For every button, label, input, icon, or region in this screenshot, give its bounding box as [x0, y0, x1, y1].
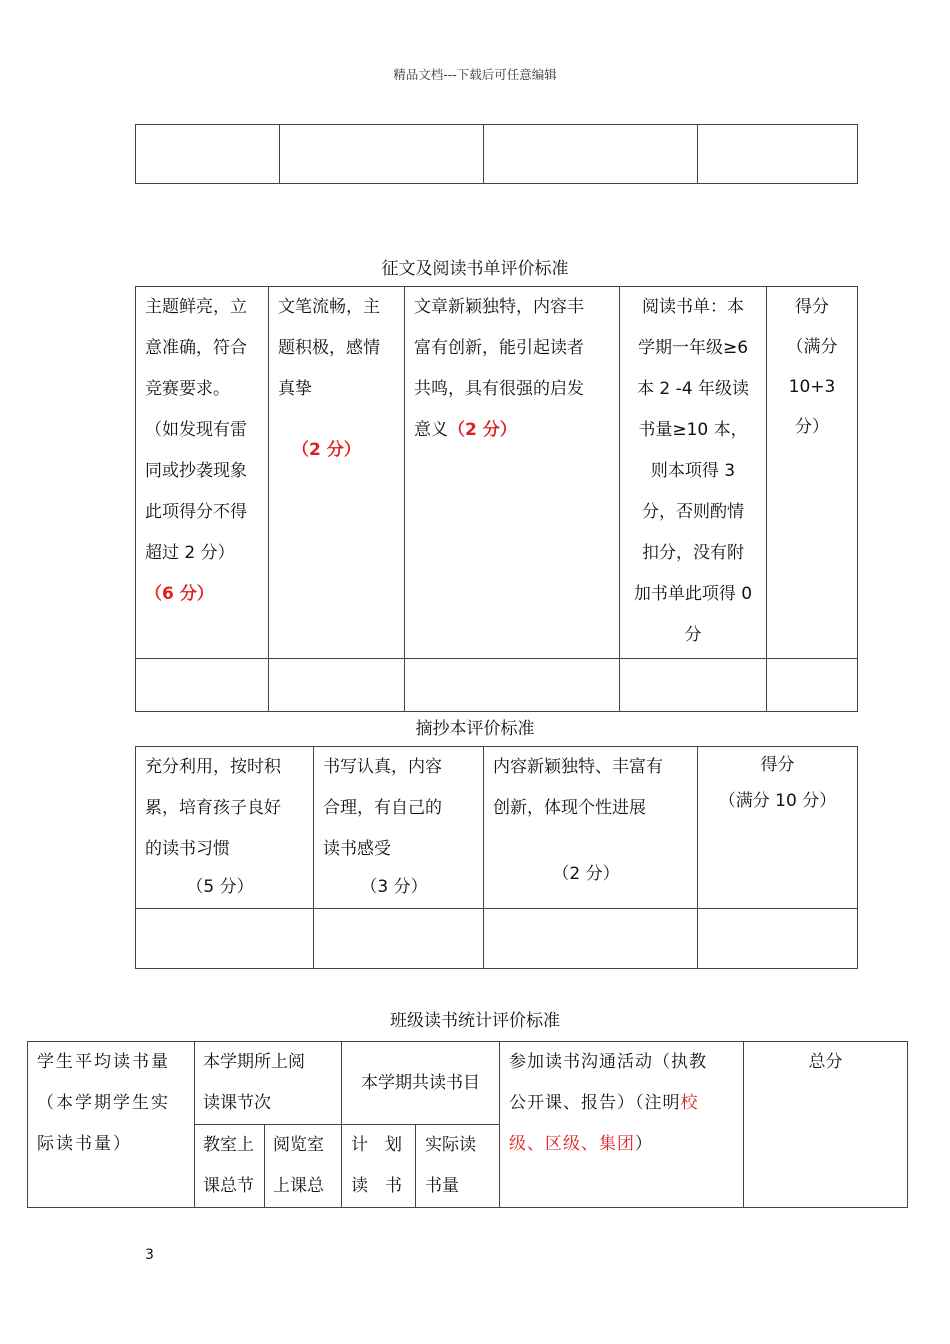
essay-score-header: 得分 （满分 10+3 分）	[767, 287, 858, 659]
actual-reading-header: 实际读 书量	[416, 1125, 500, 1208]
essay-criteria-table	[135, 286, 858, 712]
activity-header: 参加读书沟通活动（执教 公开课、报告）（注明校 级、区级、集团）	[500, 1042, 744, 1208]
copybook-criteria-table	[135, 746, 858, 969]
empty-cell	[405, 659, 620, 712]
copy-criterion-habit: 充分利用，按时积 累，培育孩子良好 的读书习惯 （5 分）	[136, 747, 314, 909]
score-label: （2 分）	[552, 864, 620, 884]
planned-reading-header: 计 划 读 书	[342, 1125, 416, 1208]
reading-lessons-header: 本学期所上阅 读课节次	[195, 1042, 342, 1125]
reading-room-lessons-header: 阅览室 上课总	[265, 1125, 342, 1208]
essay-criterion-theme: 主题鲜亮，立 意准确，符合 竞赛要求。 （如发现有雷 同或抄袭现象 此项得分不得 超过 2 分） （6 分）	[136, 287, 269, 659]
class-statistics-table	[27, 1041, 908, 1208]
score-label: （6 分）	[145, 584, 214, 604]
total-score-header: 总分	[744, 1042, 908, 1208]
page-number: 3	[145, 1247, 154, 1263]
score-label: （2 分）	[292, 440, 361, 460]
score-label: （2 分）	[448, 420, 517, 440]
copy-criterion-originality: 内容新颖独特、丰富有 创新，体现个性进展 （2 分）	[484, 747, 698, 909]
score-label: （3 分）	[360, 877, 428, 897]
essay-criterion-originality: 文章新颖独特，内容丰 富有创新，能引起读者 共鸣，具有很强的启发 意义（2 分）	[405, 287, 620, 659]
empty-cell	[767, 659, 858, 712]
class-title: 班级读书统计评价标准	[390, 1011, 560, 1031]
empty-cell	[269, 659, 405, 712]
copy-criterion-writing: 书写认真，内容 合理，有自己的 读书感受 （3 分）	[314, 747, 484, 909]
essay-title: 征文及阅读书单评价标准	[381, 259, 569, 279]
semester-books-header: 本学期共读书目	[342, 1042, 500, 1125]
page-header: 精品文档---下载后可任意编辑	[393, 67, 557, 82]
essay-criterion-writing: 文笔流畅，主 题积极，感情 真挚 （2 分）	[269, 287, 405, 659]
score-label: （5 分）	[186, 877, 254, 897]
empty-cell	[314, 909, 484, 969]
empty-cell	[280, 125, 484, 184]
empty-cell	[698, 125, 858, 184]
empty-cell	[484, 909, 698, 969]
empty-cell	[136, 659, 269, 712]
empty-cell	[136, 125, 280, 184]
empty-cell	[136, 909, 314, 969]
copy-title: 摘抄本评价标准	[415, 719, 535, 739]
empty-cell	[484, 125, 698, 184]
avg-reading-header: 学生平均读书量 （本学期学生实 际读书量）	[28, 1042, 195, 1208]
essay-criterion-booklist: 阅读书单：本 学期一年级≥6 本 2 -4 年级读 书量≥10 本， 则本项得 3 分，否则酌情 扣分，没有附 加书单此项得 0 分	[620, 287, 767, 659]
top-empty-table	[135, 124, 858, 184]
classroom-lessons-header: 教室上 课总节	[195, 1125, 265, 1208]
copy-score-header: 得分 （满分 10 分）	[698, 747, 858, 909]
empty-cell	[620, 659, 767, 712]
empty-cell	[698, 909, 858, 969]
